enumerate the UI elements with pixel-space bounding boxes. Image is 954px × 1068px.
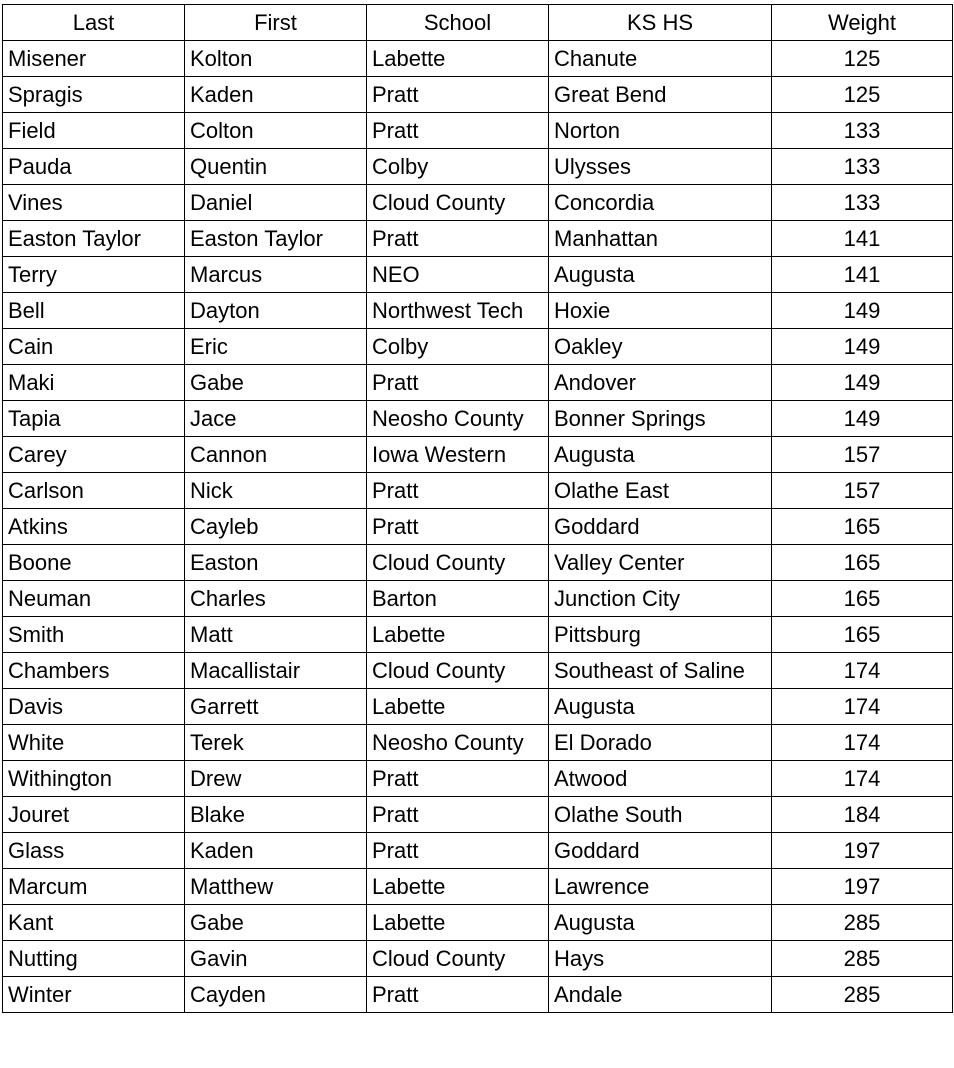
table-row <box>3 473 953 509</box>
cell-school: Labette <box>367 869 549 905</box>
cell-last: Boone <box>3 545 185 581</box>
cell-first: Gabe <box>185 365 367 401</box>
cell-ks-hs: Manhattan <box>549 221 772 257</box>
cell-weight: 174 <box>772 653 953 689</box>
cell-last: Jouret <box>3 797 185 833</box>
cell-school: Cloud County <box>367 653 549 689</box>
table-row <box>3 149 953 185</box>
cell-school: Labette <box>367 905 549 941</box>
cell-weight: 141 <box>772 257 953 293</box>
cell-last: Pauda <box>3 149 185 185</box>
cell-weight: 157 <box>772 473 953 509</box>
cell-last: Chambers <box>3 653 185 689</box>
header-weight: Weight <box>772 5 953 41</box>
table-row <box>3 905 953 941</box>
cell-ks-hs: Valley Center <box>549 545 772 581</box>
table-row <box>3 113 953 149</box>
header-first: First <box>185 5 367 41</box>
cell-first: Daniel <box>185 185 367 221</box>
cell-weight: 157 <box>772 437 953 473</box>
table-row <box>3 941 953 977</box>
cell-school: Labette <box>367 689 549 725</box>
cell-last: Terry <box>3 257 185 293</box>
table-row <box>3 293 953 329</box>
cell-last: Cain <box>3 329 185 365</box>
cell-weight: 165 <box>772 581 953 617</box>
cell-ks-hs: Augusta <box>549 689 772 725</box>
cell-last: Field <box>3 113 185 149</box>
table-row <box>3 797 953 833</box>
cell-ks-hs: Andover <box>549 365 772 401</box>
cell-last: Withington <box>3 761 185 797</box>
cell-weight: 141 <box>772 221 953 257</box>
cell-ks-hs: Goddard <box>549 833 772 869</box>
table-row <box>3 329 953 365</box>
cell-ks-hs: Great Bend <box>549 77 772 113</box>
table-row <box>3 41 953 77</box>
cell-weight: 165 <box>772 617 953 653</box>
table-row <box>3 365 953 401</box>
cell-last: Atkins <box>3 509 185 545</box>
cell-school: Pratt <box>367 365 549 401</box>
cell-school: Pratt <box>367 77 549 113</box>
cell-weight: 149 <box>772 401 953 437</box>
cell-last: Glass <box>3 833 185 869</box>
cell-ks-hs: Atwood <box>549 761 772 797</box>
cell-ks-hs: Lawrence <box>549 869 772 905</box>
cell-first: Matt <box>185 617 367 653</box>
table-row <box>3 869 953 905</box>
cell-first: Macallistair <box>185 653 367 689</box>
table-row <box>3 725 953 761</box>
cell-first: Colton <box>185 113 367 149</box>
cell-last: White <box>3 725 185 761</box>
cell-school: Neosho County <box>367 725 549 761</box>
cell-weight: 197 <box>772 869 953 905</box>
cell-ks-hs: Goddard <box>549 509 772 545</box>
cell-ks-hs: Hoxie <box>549 293 772 329</box>
table-body <box>3 41 953 1013</box>
cell-first: Gabe <box>185 905 367 941</box>
table-row <box>3 689 953 725</box>
cell-first: Jace <box>185 401 367 437</box>
cell-weight: 285 <box>772 941 953 977</box>
cell-ks-hs: Bonner Springs <box>549 401 772 437</box>
cell-first: Eric <box>185 329 367 365</box>
table-row <box>3 761 953 797</box>
table-row <box>3 509 953 545</box>
cell-first: Dayton <box>185 293 367 329</box>
cell-first: Cannon <box>185 437 367 473</box>
cell-first: Kaden <box>185 77 367 113</box>
cell-weight: 174 <box>772 725 953 761</box>
cell-weight: 285 <box>772 977 953 1013</box>
cell-first: Matthew <box>185 869 367 905</box>
cell-first: Quentin <box>185 149 367 185</box>
cell-school: Labette <box>367 617 549 653</box>
cell-weight: 285 <box>772 905 953 941</box>
cell-school: Colby <box>367 329 549 365</box>
table-row <box>3 437 953 473</box>
cell-weight: 174 <box>772 689 953 725</box>
cell-ks-hs: El Dorado <box>549 725 772 761</box>
cell-last: Kant <box>3 905 185 941</box>
cell-weight: 149 <box>772 329 953 365</box>
cell-school: Pratt <box>367 977 549 1013</box>
cell-first: Marcus <box>185 257 367 293</box>
cell-first: Gavin <box>185 941 367 977</box>
cell-weight: 184 <box>772 797 953 833</box>
table-row <box>3 977 953 1013</box>
cell-ks-hs: Augusta <box>549 437 772 473</box>
cell-school: Pratt <box>367 833 549 869</box>
cell-school: Pratt <box>367 113 549 149</box>
cell-last: Bell <box>3 293 185 329</box>
cell-weight: 174 <box>772 761 953 797</box>
cell-first: Drew <box>185 761 367 797</box>
cell-weight: 125 <box>772 41 953 77</box>
cell-last: Spragis <box>3 77 185 113</box>
table-row <box>3 221 953 257</box>
cell-ks-hs: Andale <box>549 977 772 1013</box>
cell-first: Charles <box>185 581 367 617</box>
table-row <box>3 257 953 293</box>
cell-first: Kolton <box>185 41 367 77</box>
cell-ks-hs: Junction City <box>549 581 772 617</box>
cell-first: Terek <box>185 725 367 761</box>
cell-ks-hs: Oakley <box>549 329 772 365</box>
header-row <box>3 5 953 41</box>
cell-school: Pratt <box>367 473 549 509</box>
cell-weight: 149 <box>772 365 953 401</box>
table-row <box>3 617 953 653</box>
cell-last: Winter <box>3 977 185 1013</box>
header-school: School <box>367 5 549 41</box>
cell-school: Labette <box>367 41 549 77</box>
cell-last: Easton Taylor <box>3 221 185 257</box>
cell-ks-hs: Olathe South <box>549 797 772 833</box>
cell-last: Neuman <box>3 581 185 617</box>
cell-last: Tapia <box>3 401 185 437</box>
cell-last: Smith <box>3 617 185 653</box>
cell-first: Blake <box>185 797 367 833</box>
cell-first: Easton <box>185 545 367 581</box>
table-row <box>3 77 953 113</box>
cell-ks-hs: Augusta <box>549 257 772 293</box>
cell-first: Easton Taylor <box>185 221 367 257</box>
cell-first: Nick <box>185 473 367 509</box>
cell-weight: 165 <box>772 545 953 581</box>
cell-school: Pratt <box>367 509 549 545</box>
header-ks-hs: KS HS <box>549 5 772 41</box>
table-row <box>3 653 953 689</box>
cell-weight: 133 <box>772 149 953 185</box>
table-row <box>3 545 953 581</box>
cell-last: Carey <box>3 437 185 473</box>
cell-weight: 133 <box>772 185 953 221</box>
cell-last: Nutting <box>3 941 185 977</box>
cell-weight: 125 <box>772 77 953 113</box>
cell-school: NEO <box>367 257 549 293</box>
cell-weight: 133 <box>772 113 953 149</box>
cell-last: Maki <box>3 365 185 401</box>
cell-ks-hs: Norton <box>549 113 772 149</box>
table-row <box>3 401 953 437</box>
cell-last: Misener <box>3 41 185 77</box>
cell-ks-hs: Pittsburg <box>549 617 772 653</box>
cell-school: Cloud County <box>367 545 549 581</box>
cell-ks-hs: Augusta <box>549 905 772 941</box>
cell-first: Kaden <box>185 833 367 869</box>
cell-last: Marcum <box>3 869 185 905</box>
cell-school: Cloud County <box>367 941 549 977</box>
table-row <box>3 581 953 617</box>
cell-school: Northwest Tech <box>367 293 549 329</box>
cell-school: Pratt <box>367 761 549 797</box>
cell-ks-hs: Southeast of Saline <box>549 653 772 689</box>
cell-ks-hs: Hays <box>549 941 772 977</box>
roster-table <box>2 4 953 1013</box>
cell-ks-hs: Chanute <box>549 41 772 77</box>
cell-school: Neosho County <box>367 401 549 437</box>
cell-first: Cayleb <box>185 509 367 545</box>
cell-ks-hs: Ulysses <box>549 149 772 185</box>
cell-school: Barton <box>367 581 549 617</box>
cell-school: Iowa Western <box>367 437 549 473</box>
cell-last: Davis <box>3 689 185 725</box>
table-row <box>3 185 953 221</box>
cell-first: Garrett <box>185 689 367 725</box>
cell-school: Pratt <box>367 221 549 257</box>
cell-ks-hs: Olathe East <box>549 473 772 509</box>
cell-last: Vines <box>3 185 185 221</box>
cell-weight: 197 <box>772 833 953 869</box>
cell-weight: 149 <box>772 293 953 329</box>
header-last: Last <box>3 5 185 41</box>
cell-first: Cayden <box>185 977 367 1013</box>
cell-weight: 165 <box>772 509 953 545</box>
cell-school: Pratt <box>367 797 549 833</box>
cell-school: Cloud County <box>367 185 549 221</box>
cell-last: Carlson <box>3 473 185 509</box>
cell-ks-hs: Concordia <box>549 185 772 221</box>
table-row <box>3 833 953 869</box>
cell-school: Colby <box>367 149 549 185</box>
